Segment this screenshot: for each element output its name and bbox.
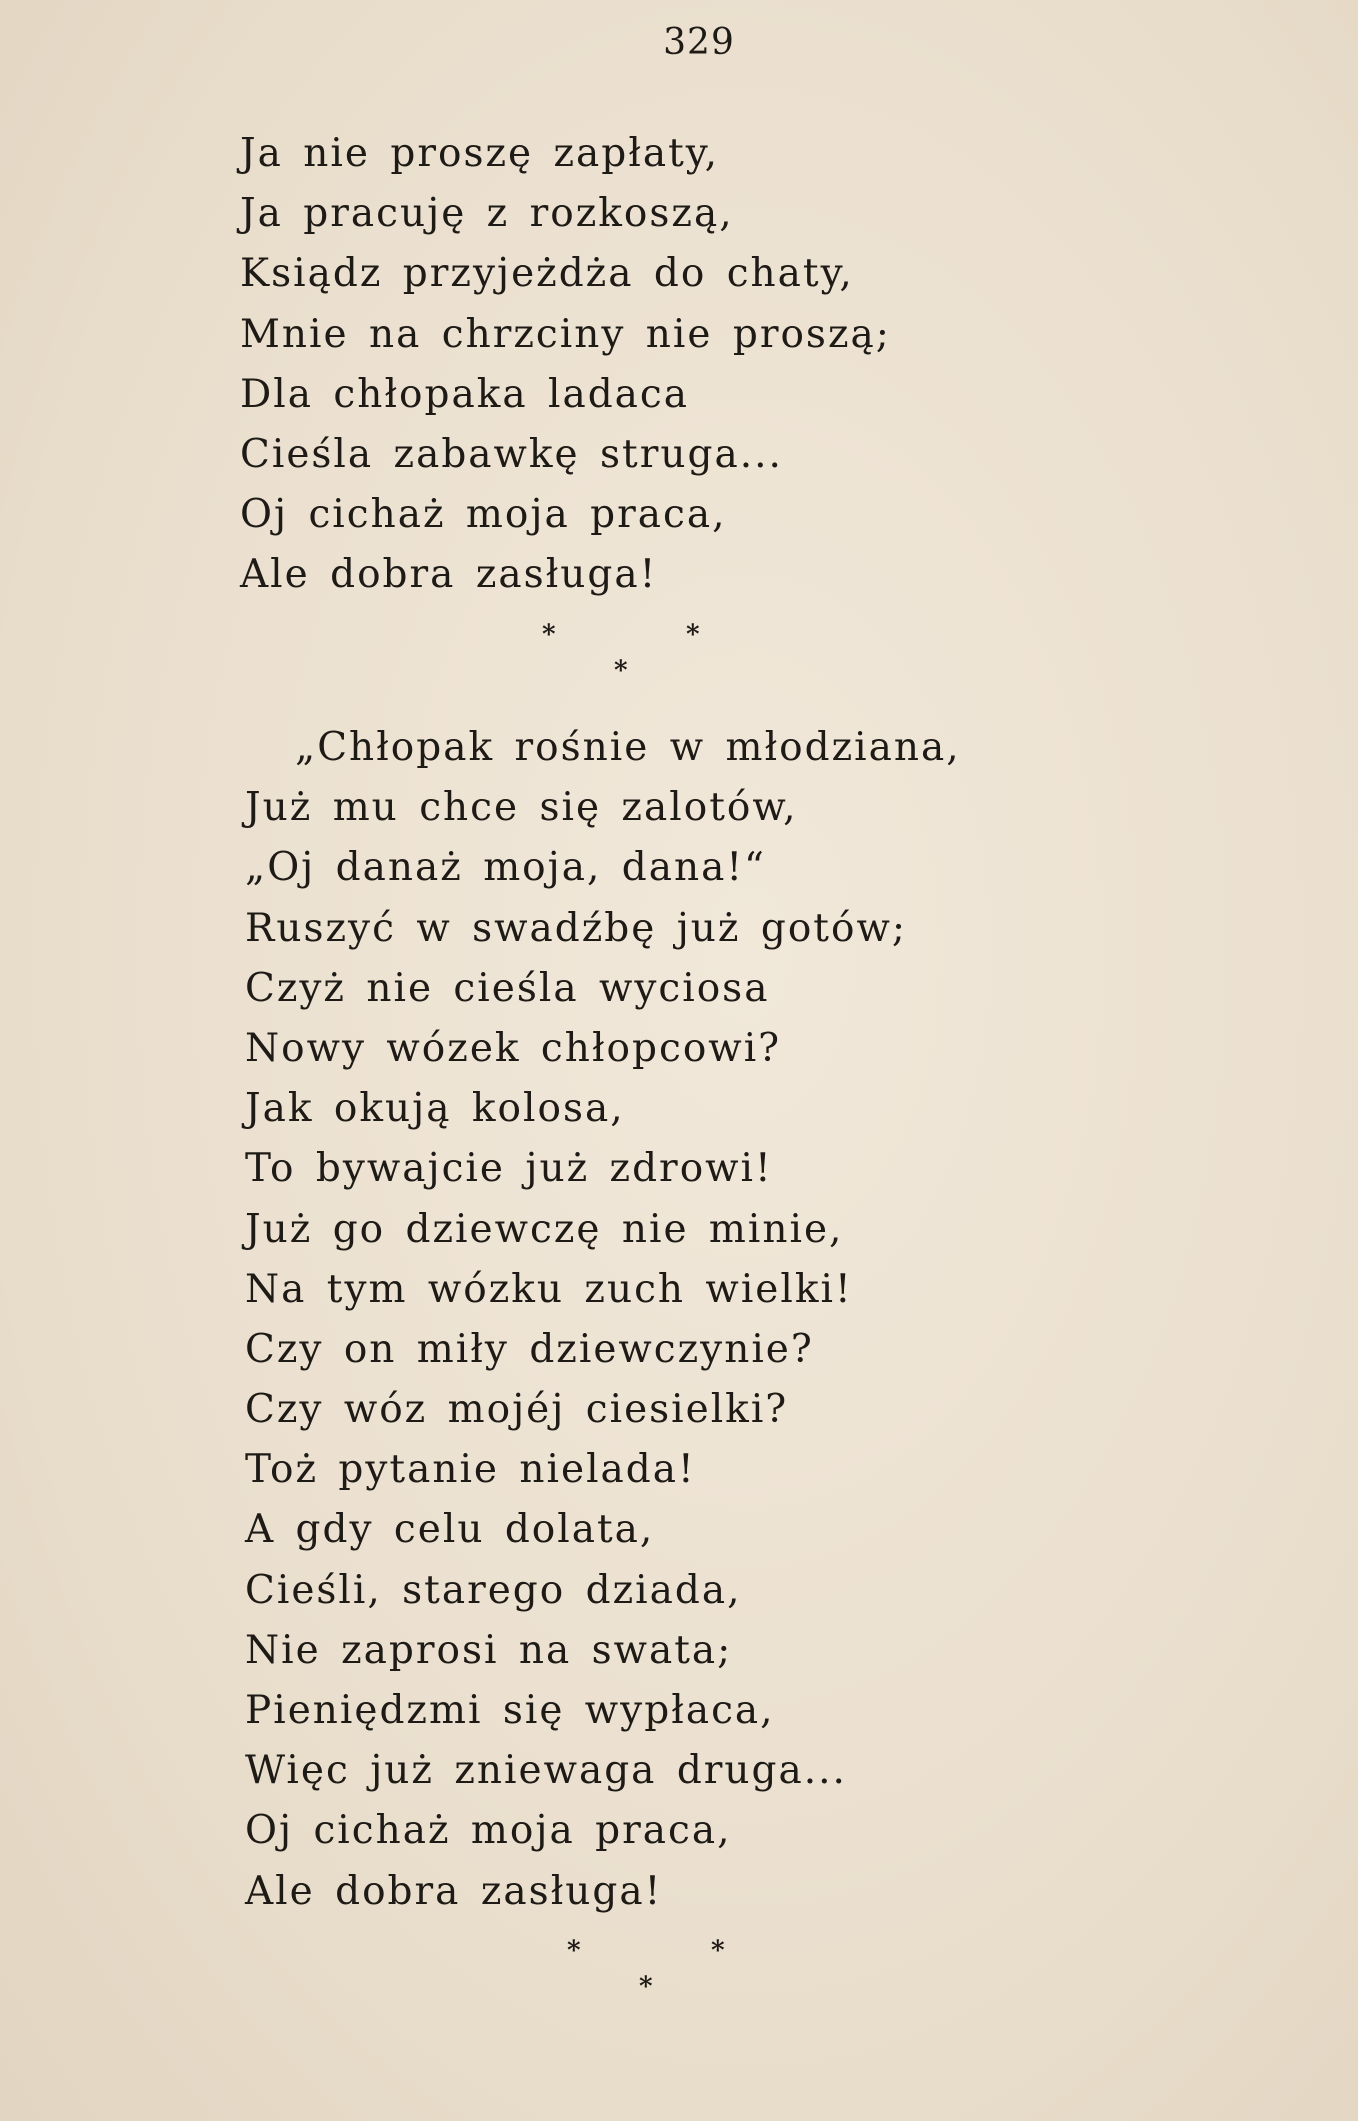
- verse-line: Ksiądz przyjeżdża do chaty,: [240, 251, 854, 297]
- verse-line: Ruszyć w swadźbę już gotów;: [245, 905, 907, 951]
- verse-line: Nowy wózek chłopcowi?: [245, 1025, 782, 1071]
- verse-line: Ja pracuję z rozkoszą,: [240, 191, 734, 237]
- asterisk-glyph: *: [639, 1972, 653, 2002]
- verse-line: Już go dziewczę nie minie,: [245, 1206, 844, 1252]
- verse-line: Więc już zniewaga druga...: [245, 1748, 847, 1794]
- stanza-2: [245, 718, 961, 1922]
- asterisk-glyph: *: [567, 1936, 581, 1966]
- verse-line: Już mu chce się zalotów,: [245, 785, 798, 831]
- verse-line: Mnie na chrzciny nie proszą;: [240, 311, 891, 357]
- verse-line: Nie zaprosi na swata;: [245, 1627, 733, 1673]
- asterism-separator: [530, 622, 710, 702]
- verse-line: Czy wóz mojéj ciesielki?: [245, 1387, 789, 1433]
- verse-line: Oj cichaż moja praca,: [245, 1808, 732, 1854]
- verse-line: Cieśla zabawkę struga...: [240, 431, 783, 477]
- verse-line: Ja nie proszę zapłaty,: [240, 131, 720, 176]
- verse-line: Cieśli, starego dziada,: [245, 1567, 742, 1613]
- verse-line: Ale dobra zasługa!: [240, 552, 658, 598]
- stanza-1: [240, 124, 891, 606]
- asterism-separator: [555, 1938, 735, 2018]
- verse-line: Oj cichaż moja praca,: [240, 492, 727, 538]
- verse-line: Ale dobra zasługa!: [245, 1868, 663, 1914]
- verse-line: Toż pytanie nielada!: [245, 1447, 696, 1493]
- verse-line: Czyż nie cieśla wyciosa: [245, 965, 770, 1011]
- verse-line: Czy on miły dziewczynie?: [245, 1326, 814, 1372]
- verse-line: „Chłopak rośnie w młodziana,: [295, 725, 961, 770]
- asterisk-glyph: *: [542, 620, 556, 650]
- asterisk-glyph: *: [614, 656, 628, 686]
- verse-line: To bywajcie już zdrowi!: [245, 1146, 773, 1192]
- page-number: 329: [663, 22, 735, 63]
- verse-line: A gdy celu dolata,: [245, 1507, 655, 1553]
- verse-line: Jak okują kolosa,: [245, 1086, 625, 1132]
- verse-line: Dla chłopaka ladaca: [240, 371, 690, 417]
- asterisk-glyph: *: [711, 1936, 725, 1966]
- verse-line: Pieniędzmi się wypłaca,: [245, 1688, 775, 1733]
- verse-line: Na tym wózku zuch wielki!: [245, 1266, 853, 1312]
- verse-line: „Oj danaż moja, dana!“: [245, 845, 766, 891]
- asterisk-glyph: *: [686, 620, 700, 650]
